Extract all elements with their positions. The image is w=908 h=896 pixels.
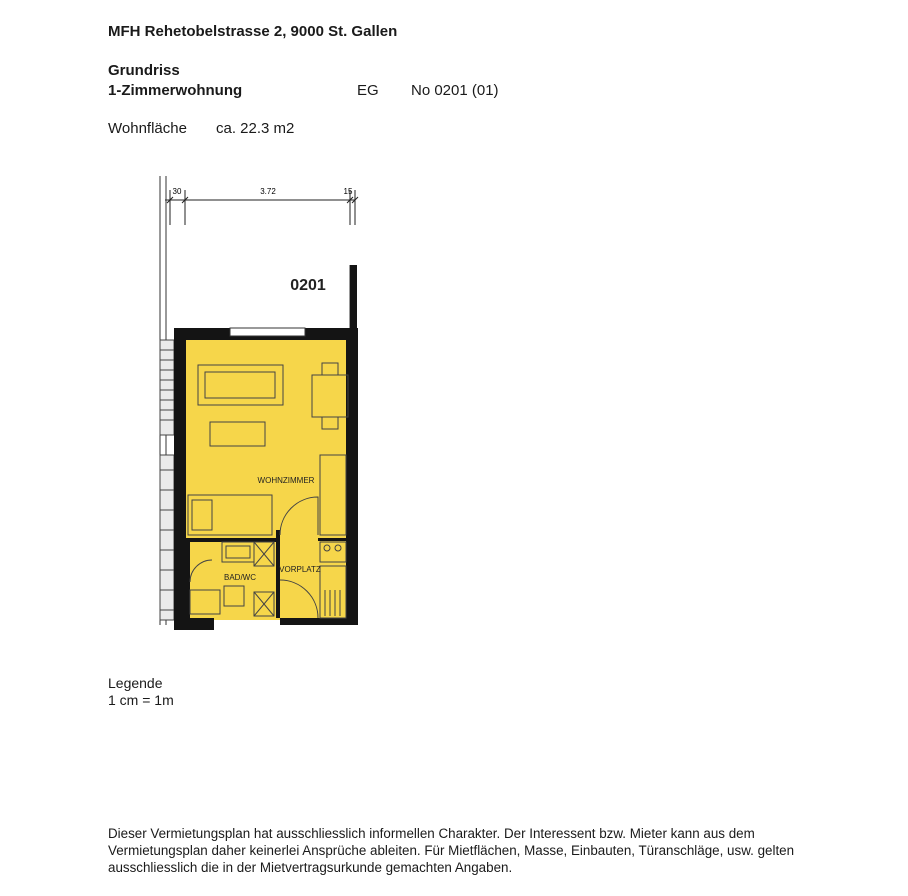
dimension-right: 15 (343, 187, 353, 196)
property-title: MFH Rehetobelstrasse 2, 9000 St. Gallen (108, 23, 398, 40)
legend-scale: 1 cm = 1m (108, 692, 174, 708)
room-label-vorplatz: VORPLATZ (279, 565, 321, 574)
room-label-wohnzimmer: WOHNZIMMER (257, 476, 315, 485)
dimension-middle: 3.72 (260, 187, 276, 196)
disclaimer-text: Dieser Vermietungsplan hat ausschliesslich informellen Charakter. Der Interessent bzw. Mieter kann aus dem Vermietungsplan daher keinerlei Ansprüche ableiten. Für Mietflächen, Masse, Einbauten, Türanschläge, usw. gelten ausschliesslich die in der Mietvertragsurkunde gemachten Angaben. (108, 826, 795, 875)
unit-number: No 0201 (01) (411, 82, 499, 99)
room-label-bad-wc: BAD/WC (224, 573, 256, 582)
section-title: Grundriss (108, 62, 180, 79)
legend-title: Legende (108, 675, 163, 691)
window-opening (230, 328, 305, 336)
unit-label: 0201 (290, 277, 326, 294)
wall-segment (350, 265, 357, 330)
floor-label: EG (357, 82, 379, 99)
dimension-left: 30 (172, 187, 182, 196)
area-label: Wohnfläche (108, 120, 187, 137)
balcony-railing (160, 340, 174, 620)
area-value: ca. 22.3 m2 (216, 120, 295, 137)
unit-type: 1-Zimmerwohnung (108, 82, 243, 99)
floor-plan (150, 170, 370, 640)
